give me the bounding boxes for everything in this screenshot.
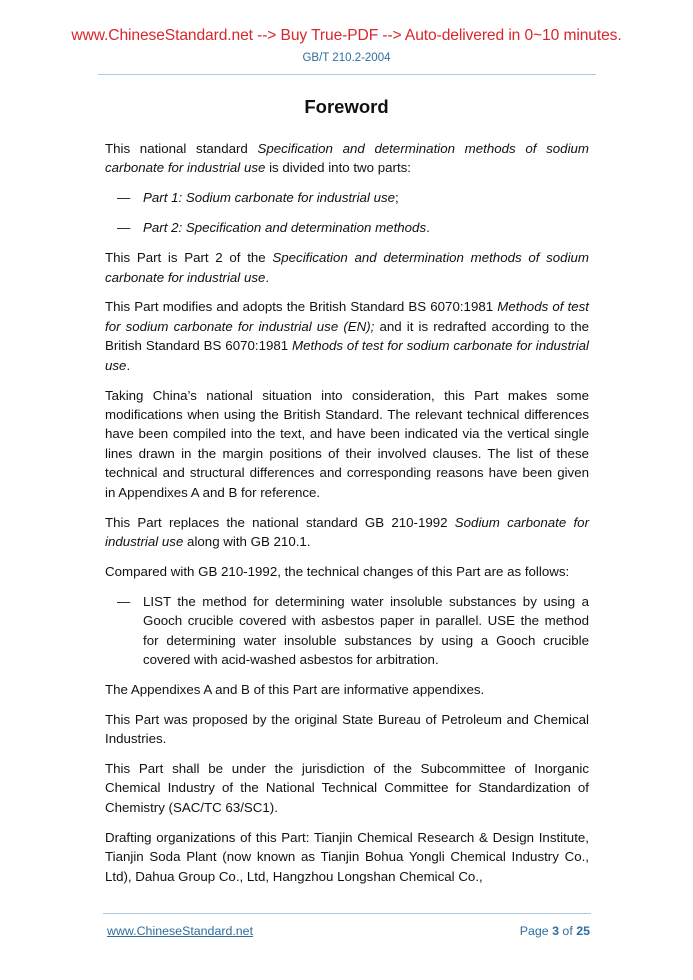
text-run: . bbox=[265, 269, 270, 285]
text-run: and it is redrafted according to the British Standard BS 6070:1981 bbox=[105, 318, 589, 354]
paragraph-changes-intro: Compared with GB 210-1992, the technical changes of this Part are as follows: bbox=[105, 563, 570, 579]
purchase-banner: www.ChineseStandard.net --> Buy True-PDF --> Auto-delivered in 0~10 minutes. bbox=[71, 27, 622, 44]
text-run: . bbox=[126, 357, 131, 373]
foreword-body bbox=[105, 139, 589, 897]
standard-title-italic: Specification and determination methods of sodium carbonate for industrial use bbox=[105, 141, 590, 176]
list-item-change bbox=[105, 592, 589, 670]
part-title-italic: Part 1: Sodium carbonate for industrial use bbox=[143, 190, 396, 206]
dash-bullet: — bbox=[117, 220, 131, 236]
text-run: is divided into two parts: bbox=[265, 160, 412, 176]
text-run: . bbox=[426, 220, 430, 236]
page-label: Page bbox=[519, 924, 553, 938]
page-of-label: of bbox=[558, 924, 577, 938]
text-run: This Part is Part 2 of the bbox=[105, 250, 273, 266]
paragraph-drafting-organizations: Drafting organizations of this Part: Tianjin Chemical Research & Design Institute, Tianjin Soda Plant (now known as Tianjin Bohua Yongli Chemical Industry Co., Ltd), Dahua Group Co., Ltd, Hangzhou Longshan Chemical Co., bbox=[105, 829, 589, 884]
footer-divider bbox=[103, 913, 591, 914]
page-number bbox=[520, 924, 590, 938]
text-run: This Part replaces the national standard GB 210-1992 bbox=[105, 514, 455, 530]
dash-bullet: — bbox=[117, 593, 131, 609]
bs-title-italic: Methods of test for sodium carbonate for industrial use (EN); bbox=[105, 299, 589, 334]
bs-title-italic: Methods of test for sodium carbonate for industrial use bbox=[105, 338, 590, 373]
list-item-part-2 bbox=[105, 218, 589, 237]
text-run: This Part modifies and adopts the British Standard BS 6070:1981 bbox=[105, 299, 498, 315]
current-page: 3 bbox=[552, 924, 559, 938]
paragraph-modifications: Taking China’s national situation into consideration, this Part makes some modifications when using the British Standard. The relevant technical differences have been compiled into the text, and have been indicated via the vertical single lines drawn in the margin positions of their involved clauses. The list of these technical and structural differences and corresponding reasons have been given in Appendixes A and B for reference. bbox=[105, 387, 589, 500]
paragraph-part-2 bbox=[105, 248, 589, 287]
website-link[interactable]: www.ChineseStandard.net bbox=[107, 924, 254, 938]
text-run: This national standard bbox=[105, 141, 258, 156]
paragraph-adoption bbox=[105, 297, 589, 375]
text-run: along with GB 210.1. bbox=[183, 533, 311, 549]
standard-title-italic: Sodium carbonate for industrial use bbox=[105, 514, 589, 549]
standard-title-italic: Specification and determination methods of sodium carbonate for industrial use bbox=[105, 250, 589, 285]
dash-bullet: — bbox=[117, 190, 131, 206]
text-run: ; bbox=[395, 190, 399, 206]
paragraph-jurisdiction: This Part shall be under the jurisdiction of the Subcommittee of Inorganic Chemical Industry of the National Technical Committee for Standardization of Chemistry (SAC/TC 63/SC1). bbox=[105, 761, 589, 815]
page-title: Foreword bbox=[304, 96, 389, 117]
paragraph-replaces bbox=[105, 513, 589, 552]
paragraph-appendixes: The Appendixes A and B of this Part are informative appendixes. bbox=[105, 681, 485, 697]
header-divider bbox=[98, 74, 596, 75]
list-item-text bbox=[143, 188, 589, 207]
paragraph-proposed-by: This Part was proposed by the original State Bureau of Petroleum and Chemical Industries. bbox=[105, 711, 589, 747]
list-item-text bbox=[143, 218, 589, 237]
paragraph-intro bbox=[105, 139, 589, 178]
document-code: GB/T 210.2-2004 bbox=[302, 52, 391, 64]
list-item-text: LIST the method for determining water insoluble substances by using a Gooch crucible covered with asbestos paper in parallel. USE the method for determining water insoluble substances by using a Gooch crucible covered with acid-washed asbestos for arbitration. bbox=[143, 593, 589, 667]
part-title-italic: Part 2: Specification and determination methods bbox=[143, 220, 427, 236]
list-item-part-1 bbox=[105, 188, 589, 207]
total-pages: 25 bbox=[576, 924, 590, 938]
